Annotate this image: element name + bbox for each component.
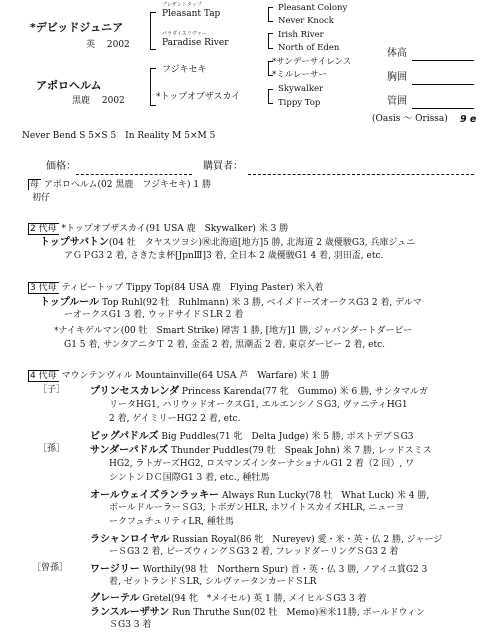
- gen3-entry-0-line1: Top Ruhl(92 牡 Ruhlmann) 米 3 勝, ベイメドーズオークスG3 2 着, デルマ: [101, 298, 422, 308]
- price-label: 価格：: [46, 161, 76, 172]
- buyer-field: [248, 173, 474, 175]
- gen4-label-great-grandchild: ［曾孫］: [32, 563, 69, 573]
- gen3-section-header: [28, 283, 324, 295]
- gen4-entry-6-name: グレーテル: [90, 593, 140, 604]
- gen2-ruby-1: パラダイスリヴァー: [162, 31, 207, 37]
- gen4-entry-7-name: ランスルーザサン: [90, 607, 170, 618]
- gen4-entry-0-name: プリンセスカレンダ: [90, 386, 179, 397]
- gen4-entry-5-line1: Worthily(98 牡 Northern Spur) 首・英・仏 3 勝, ノアイユ賞G2 3: [142, 565, 428, 575]
- gen2-entry-0: [40, 236, 415, 250]
- height-label: 体高: [387, 48, 407, 59]
- gen4-text: マウンテンヴィル Mountainville(64 USA 芦 Warfare) 米 1 勝: [61, 371, 330, 381]
- gen2-name-2: フジキセキ: [162, 65, 207, 75]
- gen4-entry-7-line2: ＳG3 3 着: [109, 620, 152, 630]
- gen4-entry-7-line1: Run Thruthe Sun(02 牡 Memo)㊗米11勝, ボールドウィン: [172, 608, 425, 618]
- gen4-entry-1-name: ビッグパドルズ: [90, 431, 159, 442]
- cannon-field-line: [412, 108, 474, 109]
- gen4-entry-4-name: ラシャンロイヤル: [90, 534, 170, 545]
- gen4-entry-3-line3: ークフュチュリティLR, 種牡馬: [109, 517, 234, 527]
- gen3-name-6: Skywalker: [278, 84, 324, 94]
- dam-section-header: [28, 180, 211, 192]
- gen4-entry-3: [90, 489, 429, 503]
- gen2-entry-0-name: トップサバトン: [40, 237, 109, 248]
- gen4-entry-3-line2: ボールドルーラーＳG3, トボガンHLR, ホワイトスカイズHLR, ニューヨ: [109, 503, 405, 513]
- gen3-name-2: Irish River: [278, 30, 324, 40]
- dam-name: アポロヘルム: [36, 79, 102, 92]
- gen2-name-0: Pleasant Tap: [162, 9, 221, 19]
- inbreeding-line: Never Bend S 5×S 5 In Reality M 5×M 5: [22, 131, 216, 141]
- chest-label: 胸囲: [387, 72, 407, 83]
- gen3-name-4: *サンデーサイレンス: [272, 57, 352, 67]
- gen4-entry-3-name: オールウェイズランラッキー: [90, 490, 220, 501]
- gen2-section-header: [28, 224, 288, 236]
- gen4-label-grandchild: ［孫］: [38, 444, 66, 454]
- gen4-section-header: [28, 371, 330, 383]
- gen3-entry-0-line2: ーオークスG1 3 着, ウッドサイドＳLR 2 着: [64, 310, 244, 320]
- sire-country-year: 英 2002: [86, 40, 130, 50]
- gen4-entry-2-line2: HG2, ラトガーズHG2, ロスマンズインターナショナルG1 2 着（2 回）, ワ: [109, 459, 415, 469]
- family-line: (Oasis ～ Orissa): [372, 114, 448, 124]
- buyer-label: 購買者：: [203, 161, 243, 172]
- gen4-entry-3-line1: Always Run Lucky(78 牡 What Luck) 米 4 勝,: [221, 491, 430, 501]
- chest-field-line: [412, 84, 474, 85]
- gen4-entry-6-line1: Gretel(94 牝 *メイセル) 英 1 勝, メイヒルＳG3 3 着: [142, 594, 367, 604]
- dam-text: アポロヘルム(02 黒鹿 フジキセキ) 1 勝: [43, 180, 211, 190]
- gen4-entry-1-line1: Big Puddles(71 牝 Delta Judge) 米 5 勝, ボストデブＳG3: [161, 432, 414, 442]
- gen2-name-3: *トップオブザスカイ: [156, 92, 241, 102]
- gen4-tag: 4 代母: [30, 371, 57, 381]
- gen2-ruby-0: プレザントタップ: [162, 2, 202, 8]
- gen3-entry-1-line1: (00 牡 Smart Strike) 障害 1 勝, [地方]1 勝, ジャパンダートダービー: [120, 326, 413, 336]
- family-number: 9 e: [460, 114, 477, 125]
- gen4-entry-0-line1: Princess Karenda(77 牝 Gummo) 米 6 勝, サンタマルガ: [181, 387, 428, 397]
- gen3-entry-0-name: トップルール: [40, 297, 100, 308]
- gen3-text: ティピートップ Tippy Top(84 USA 鹿 Flying Paster) 米入着: [61, 283, 324, 293]
- gen4-entry-4-line2: ーＳG3 2 着, ビーズウィングＳG3 2 着, フレッドダーリングＳG3 2 着: [109, 547, 399, 557]
- gen4-entry-2: [90, 444, 432, 458]
- gen2-text: *トップオブザスカイ(91 USA 鹿 Skywalker) 米 3 勝: [61, 224, 289, 234]
- gen2-tag: 2 代母: [30, 224, 57, 234]
- gen4-entry-5: [90, 563, 427, 577]
- height-field-line: [412, 60, 474, 61]
- gen4-entry-4: [90, 533, 442, 547]
- gen4-entry-5-line2: 着, ゼットランドＳLR, シルヴァータンカードＳLR: [109, 577, 317, 587]
- gen4-entry-2-line3: シントンＤＣ国際G1 3 着, etc., 種牡馬: [109, 473, 270, 483]
- price-field: [76, 173, 192, 175]
- gen4-entry-7: [90, 606, 425, 620]
- gen3-name-0: Pleasant Colony: [278, 3, 348, 13]
- gen2-entry-0-line1: (04 牡 タヤスツヨシ)㊗北海道[地方]5 勝, 北海道 2 歳優駿G3, 兵庫ジュニ: [108, 238, 416, 248]
- gen4-entry-2-name: サンダーパドルズ: [90, 445, 169, 456]
- gen3-name-7: Tippy Top: [278, 98, 321, 108]
- gen3-entry-1-line2: G1 5 着, サンタアニタＴ 2 着, 金盃 2 着, 黒潮盃 2 着, 東京ダービー 2 着, etc.: [64, 340, 385, 350]
- gen3-tag: 3 代母: [30, 283, 57, 293]
- gen4-label-child: ［子］: [38, 385, 66, 395]
- gen4-entry-0-line2: リータHG1, ハリウッドオークスG1, エルエンシノＳG3, ヴァニティHG1: [109, 400, 408, 410]
- gen3-entry-1-name: *ナイキゲルマン: [54, 326, 121, 336]
- gen4-entry-5-name: ワージリー: [90, 564, 140, 575]
- gen4-entry-4-line1: Russian Royal(86 牝 Nureyev) 愛・米・英・仏 2 勝, ジャージ: [172, 535, 443, 545]
- cannon-label: 管囲: [387, 96, 407, 107]
- sire-name: *デビッドジュニア: [30, 21, 124, 34]
- gen4-entry-0: [90, 385, 428, 399]
- gen3-name-1: Never Knock: [278, 16, 334, 26]
- gen4-entry-6: [90, 592, 367, 606]
- dam-color-year: 黒鹿 2002: [72, 96, 125, 106]
- gen3-entry-0: [40, 296, 422, 310]
- gen3-entry-1: [54, 326, 412, 338]
- gen3-name-3: North of Eden: [278, 43, 340, 53]
- gen3-name-5: *ミルレーサー: [272, 70, 328, 80]
- gen2-name-1: Paradise River: [162, 38, 229, 48]
- gen2-entry-0-line2: アＧＰG3 2 着, さきたま杯[JpnⅢ]3 着, 全日本 2 歳優駿G1 4 着, 羽田盃, etc.: [64, 251, 384, 261]
- gen4-entry-0-line3: 2 着, ゲイミリーHG2 2 着, etc.: [109, 414, 241, 424]
- dam-foal-note: 初仔: [32, 193, 51, 203]
- gen4-entry-1: [90, 430, 414, 444]
- dam-tag: 母: [30, 180, 40, 190]
- gen4-entry-2-line1: Thunder Puddles(79 牡 Speak John) 米 7 勝, レッドスミス: [170, 446, 432, 456]
